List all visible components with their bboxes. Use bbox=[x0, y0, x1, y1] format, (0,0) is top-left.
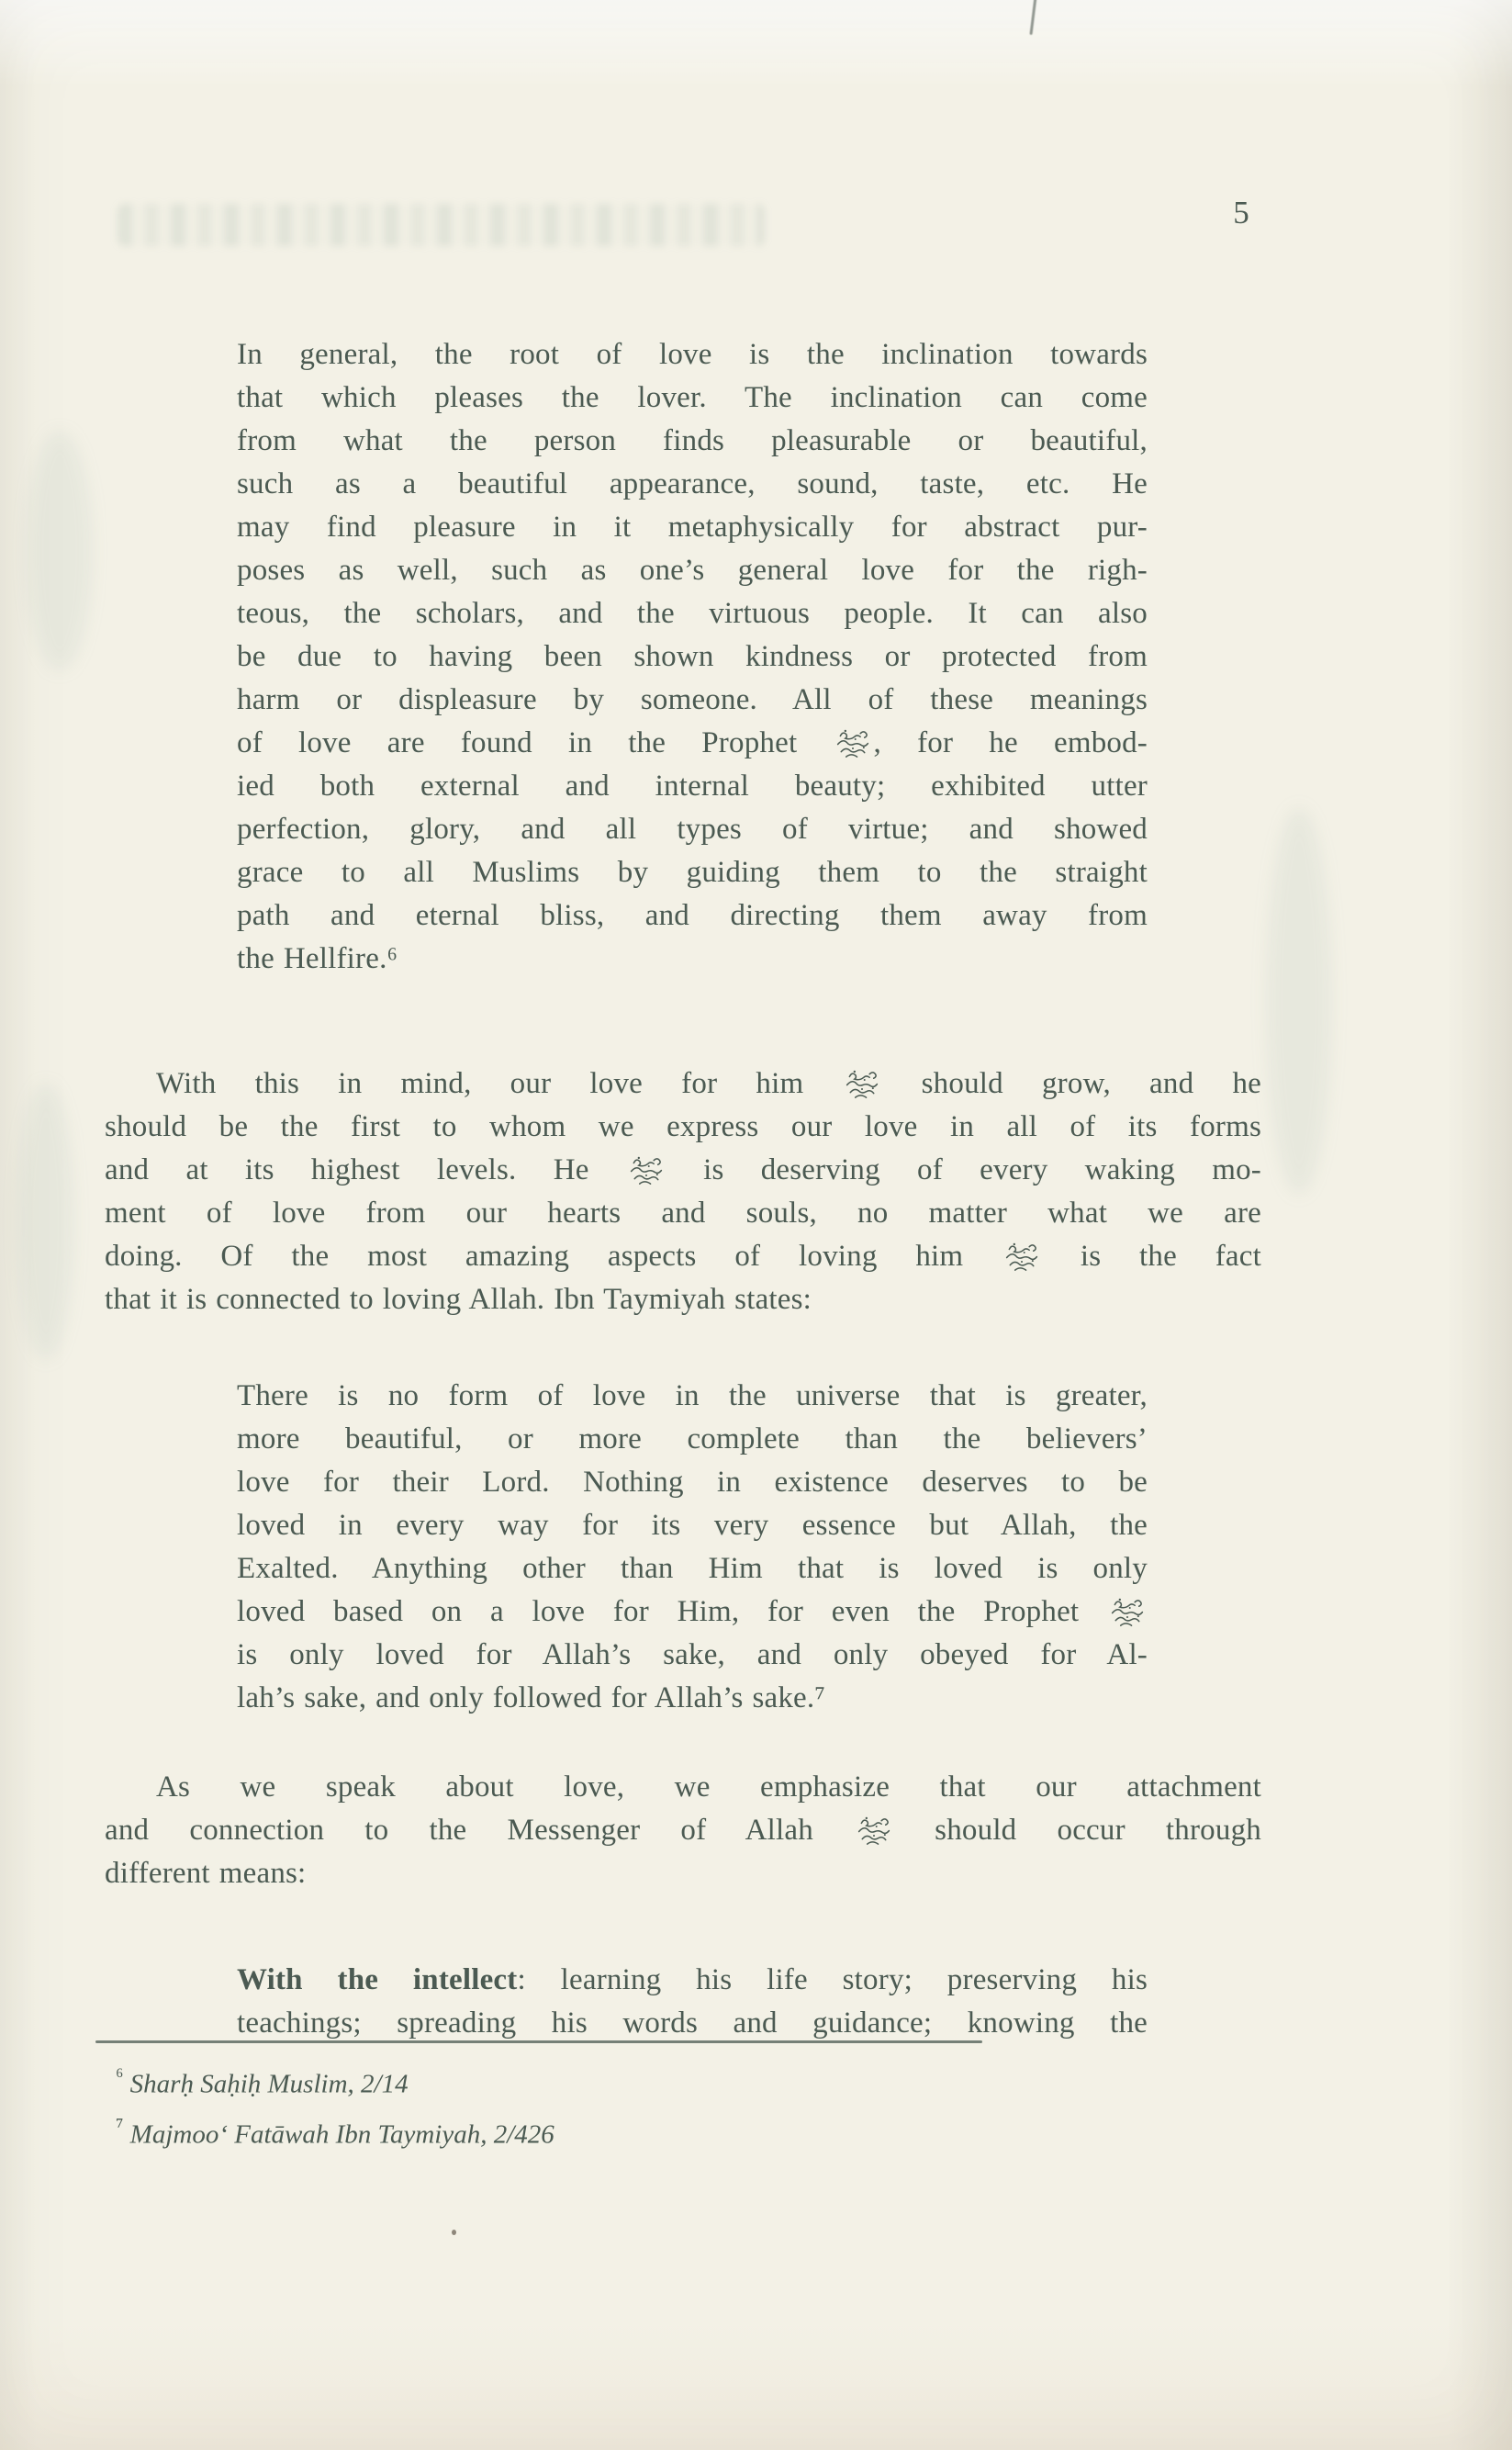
text-line: of love are found in the Prophet , for he embod- bbox=[237, 726, 1148, 759]
text-line: ied both external and internal beauty; exhibited utter bbox=[237, 770, 1148, 803]
paragraph-with-the-intellect bbox=[237, 1959, 1148, 2045]
footnote-7-marker: ⁷ bbox=[116, 2113, 124, 2139]
text-line: doing. Of the most amazing aspects of loving him is the fact bbox=[105, 1240, 1261, 1273]
text-line: teous, the scholars, and the virtuous people. It can also bbox=[237, 597, 1148, 630]
text-line: different means: bbox=[105, 1857, 307, 1890]
text-line: should be the first to whom we express our love in all of its forms bbox=[105, 1110, 1261, 1143]
saw-calligraphy-icon bbox=[628, 1155, 665, 1187]
saw-calligraphy-icon bbox=[1003, 1242, 1040, 1274]
bleed-through-running-head bbox=[118, 204, 765, 246]
text-line: love for their Lord. Nothing in existence deserves to be bbox=[237, 1466, 1148, 1499]
text-line: teachings; spreading his words and guidance; knowing the bbox=[237, 2006, 1148, 2040]
text-line: be due to having been shown kindness or protected from bbox=[237, 640, 1148, 673]
footnote-separator-rule bbox=[95, 2040, 982, 2043]
text-line: more beautiful, or more complete than the believers’ bbox=[237, 1422, 1148, 1455]
text-line: With the intellect: learning his life story; preserving his bbox=[237, 1963, 1148, 1996]
footnotes bbox=[116, 2055, 1171, 2155]
footnote-6-text: Sharḥ Saḥiḥ Muslim, 2/14 bbox=[129, 2069, 409, 2099]
text-line: is only loved for Allah’s sake, and only obeyed for Al- bbox=[237, 1638, 1148, 1671]
text-line: harm or displeasure by someone. All of these meanings bbox=[237, 683, 1148, 716]
paper-speck-artifact bbox=[452, 2230, 456, 2235]
page-number: 5 bbox=[1233, 195, 1249, 230]
text-line: grace to all Muslims by guiding them to the straight bbox=[237, 856, 1148, 889]
text-line: ment of love from our hearts and souls, no matter what we are bbox=[105, 1197, 1261, 1230]
saw-calligraphy-icon bbox=[1109, 1597, 1146, 1629]
bleed-through-smudge bbox=[1267, 808, 1331, 1194]
text-line: With this in mind, our love for him should grow, and he bbox=[156, 1067, 1261, 1100]
text-line: may find pleasure in it metaphysically for abstract pur- bbox=[237, 511, 1148, 544]
text-line: There is no form of love in the universe that is greater, bbox=[237, 1379, 1148, 1412]
text-line: such as a beautiful appearance, sound, taste, etc. He bbox=[237, 467, 1148, 500]
text-line: and connection to the Messenger of Allah should occur through bbox=[105, 1814, 1261, 1847]
text-line: loved in every way for its very essence but Allah, the bbox=[237, 1509, 1148, 1542]
text-line: and at its highest levels. He is deserving of every waking mo- bbox=[105, 1153, 1261, 1186]
text-line: In general, the root of love is the inclination towards bbox=[237, 338, 1148, 371]
text-line: the Hellfire.⁶ bbox=[237, 942, 398, 975]
footnote-7 bbox=[116, 2106, 1171, 2156]
paragraph-with-this-in-mind bbox=[105, 1062, 1261, 1321]
block-quote-ibn-taymiyah bbox=[237, 1375, 1148, 1720]
saw-calligraphy-icon bbox=[834, 728, 871, 760]
text-line: perfection, glory, and all types of virtue; and showed bbox=[237, 813, 1148, 846]
text-line: that which pleases the lover. The inclination can come bbox=[237, 381, 1148, 414]
bleed-through-smudge bbox=[18, 1084, 73, 1359]
block-quote-root-of-love bbox=[237, 333, 1148, 981]
text-line: lah’s sake, and only followed for Allah’s sake.⁷ bbox=[237, 1681, 826, 1714]
text-line: Exalted. Anything other than Him that is loved is only bbox=[237, 1552, 1148, 1585]
text-line: loved based on a love for Him, for even the Prophet bbox=[237, 1590, 1148, 1634]
saw-calligraphy-icon bbox=[844, 1069, 880, 1101]
footnote-6 bbox=[116, 2055, 1171, 2106]
bleed-through-smudge bbox=[28, 432, 92, 670]
footnote-7-text: Majmoo‘ Fatāwah Ibn Taymiyah, 2/426 bbox=[129, 2119, 554, 2150]
text-line: As we speak about love, we emphasize that our attachment bbox=[156, 1770, 1261, 1804]
scan-scratch-artifact bbox=[1029, 0, 1036, 35]
paragraph-as-we-speak bbox=[105, 1766, 1261, 1895]
text-line: that it is connected to loving Allah. Ibn Taymiyah states: bbox=[105, 1283, 812, 1316]
text-line: poses as well, such as one’s general love for the righ- bbox=[237, 554, 1148, 587]
footnote-6-marker: ⁶ bbox=[116, 2063, 124, 2088]
saw-calligraphy-icon bbox=[856, 1815, 892, 1848]
text-line: from what the person finds pleasurable or beautiful, bbox=[237, 424, 1148, 457]
text-line: path and eternal bliss, and directing them away from bbox=[237, 899, 1148, 932]
